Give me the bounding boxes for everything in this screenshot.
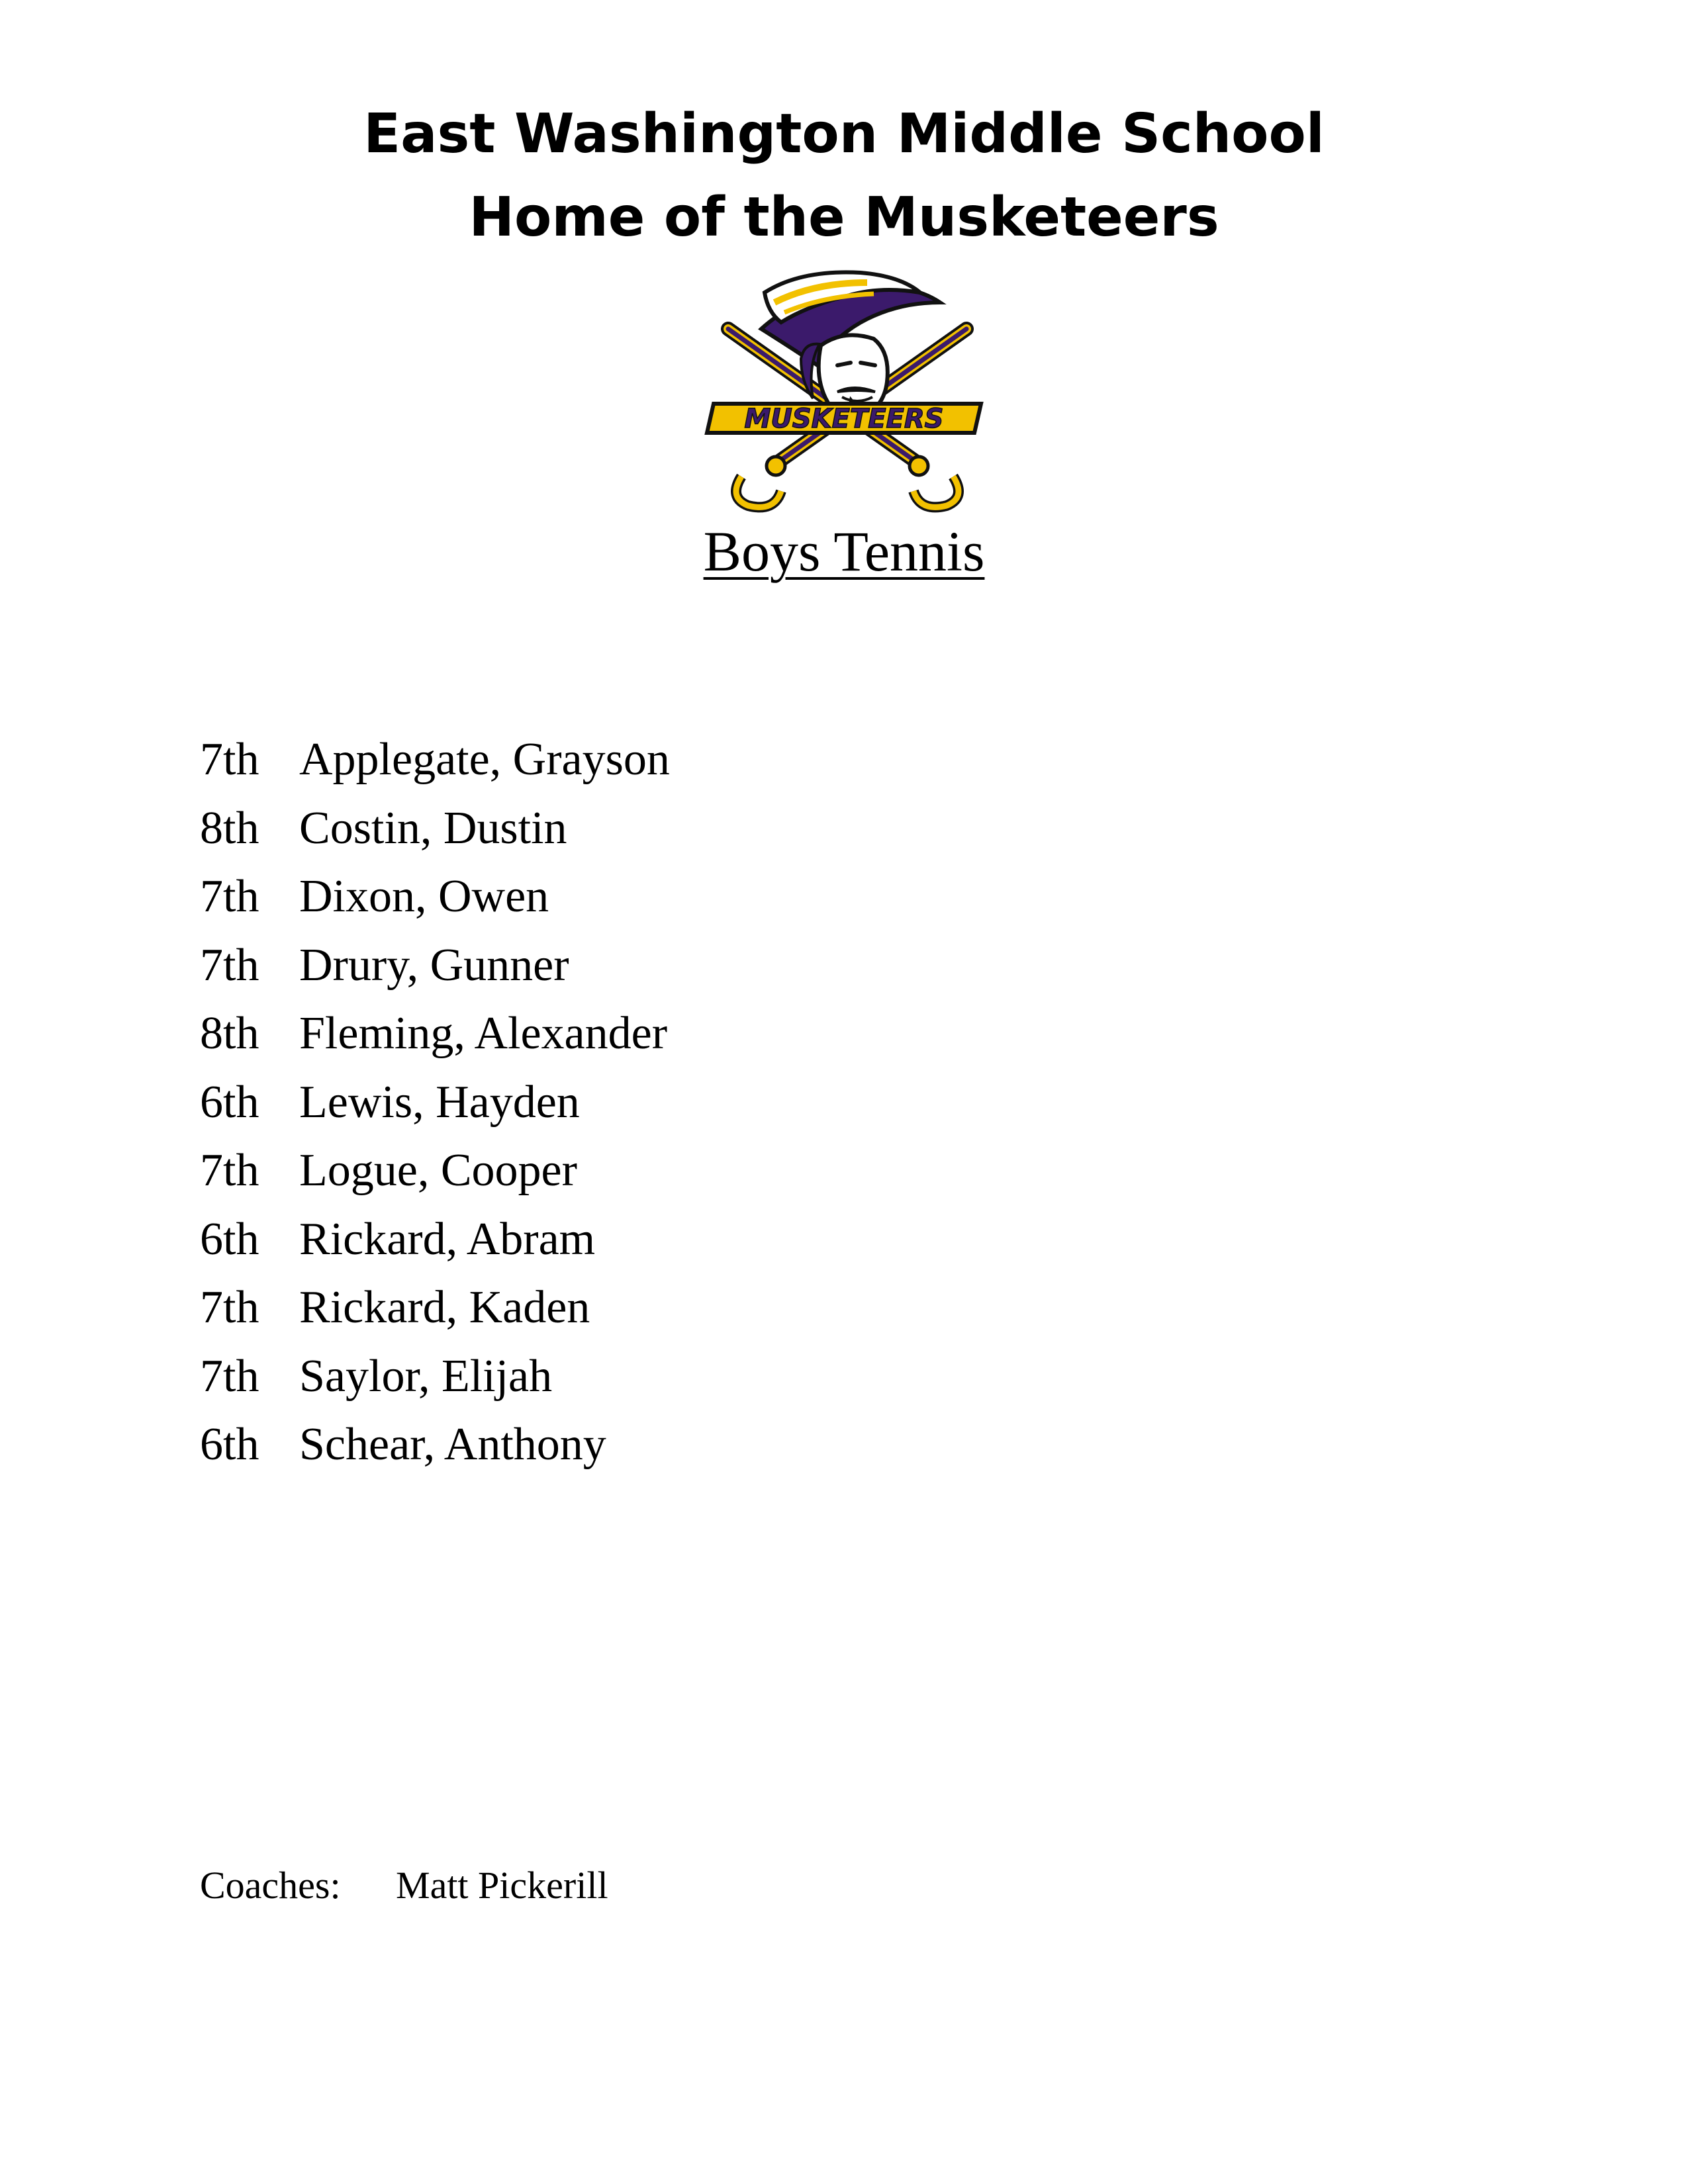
player-grade: 7th: [200, 939, 259, 991]
player-name: Costin, Dustin: [299, 802, 567, 854]
player-name: Saylor, Elijah: [299, 1350, 553, 1402]
list-item: [200, 733, 670, 802]
player-name: Rickard, Kaden: [299, 1282, 590, 1333]
list-item: [200, 1350, 670, 1419]
player-grade: 7th: [200, 871, 259, 922]
player-grade: 7th: [200, 1282, 259, 1333]
player-grade: 7th: [200, 1145, 259, 1196]
musketeer-mascot-logo: [702, 266, 993, 518]
list-item: [200, 870, 670, 939]
player-name: Drury, Gunner: [299, 939, 569, 991]
svg-text:MUSKETEERS: MUSKETEERS: [744, 404, 944, 434]
list-item: [200, 939, 670, 1008]
player-name: Fleming, Alexander: [299, 1008, 668, 1059]
player-grade: 6th: [200, 1419, 259, 1470]
roster-list: [200, 733, 670, 1487]
sport-title: Boys Tennis: [703, 520, 985, 583]
player-grade: 8th: [200, 1008, 259, 1059]
list-item: [200, 1213, 670, 1282]
list-item: [200, 1076, 670, 1145]
list-item: [200, 1418, 670, 1487]
player-grade: 7th: [200, 1350, 259, 1402]
player-grade: 8th: [200, 802, 259, 854]
player-grade: 6th: [200, 1076, 259, 1128]
coaches-line: [200, 1864, 608, 1908]
player-name: Applegate, Grayson: [299, 734, 670, 785]
player-name: Dixon, Owen: [299, 871, 549, 922]
musketeers-wordmark: [707, 404, 981, 434]
player-name: Lewis, Hayden: [299, 1076, 580, 1128]
list-item: [200, 1281, 670, 1350]
school-motto: Home of the Musketeers: [469, 186, 1219, 249]
list-item: [200, 1144, 670, 1213]
player-grade: 7th: [200, 734, 259, 785]
player-name: Rickard, Abram: [299, 1213, 596, 1265]
list-item: [200, 802, 670, 871]
list-item: [200, 1007, 670, 1076]
player-name: Schear, Anthony: [299, 1419, 606, 1470]
coach-names: Matt Pickerill: [396, 1864, 608, 1907]
school-name: East Washington Middle School: [363, 103, 1325, 165]
player-grade: 6th: [200, 1213, 259, 1265]
coaches-label: Coaches:: [200, 1864, 341, 1907]
player-name: Logue, Cooper: [299, 1145, 577, 1196]
